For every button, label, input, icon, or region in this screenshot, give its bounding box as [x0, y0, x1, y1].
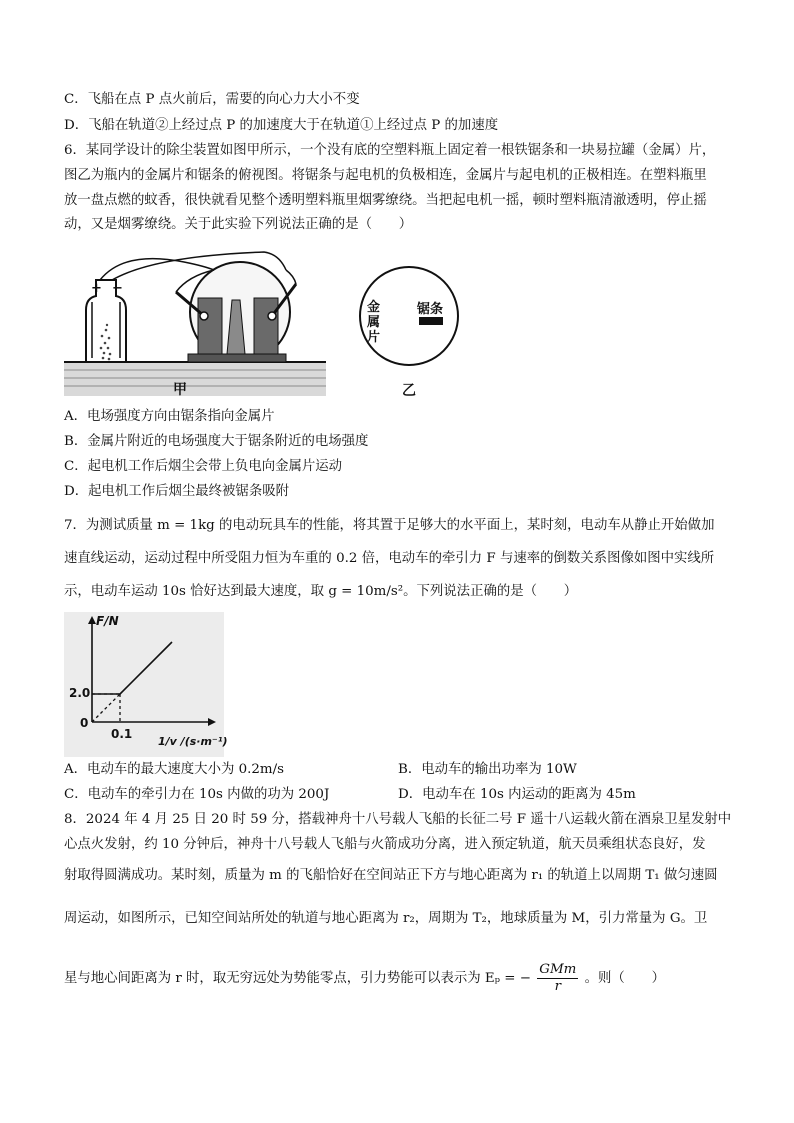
q6-option-d: D．起电机工作后烟尘最终被锯条吸附 [64, 484, 289, 499]
metal-sheet-label: 金属片 [367, 300, 381, 345]
q7-stem-line-1: 7．为测试质量 m = 1kg 的电动玩具车的性能，将其置于足够大的水平面上，某时刻，电动车从静止开始做加 [64, 518, 715, 533]
figure-jia-label: 甲 [173, 382, 187, 398]
figure-jia-dust-removal-apparatus [64, 240, 326, 398]
q6-stem-line-2: 图乙为瓶内的金属片和锯条的俯视图。将锯条与起电机的负极相连，金属片与起电机的正极相连。在塑料瓶里 [64, 168, 707, 183]
q7-stem-line-3: 示，电动车运动 10s 恰好达到最大速度，取 g = 10m/s²。下列说法正确的是（ ） [64, 584, 578, 599]
q5-option-c: C．飞船在点 P 点火前后，需要的向心力大小不变 [64, 92, 360, 107]
saw-blade-label: 锯条 [417, 302, 444, 317]
q7-option-d: D．电动车在 10s 内运动的距离为 45m [398, 787, 636, 802]
plus-terminal-label: + [91, 281, 102, 296]
q7-option-c: C．电动车的牵引力在 10s 内做的功为 200J [64, 787, 330, 802]
q6-stem-line-3: 放一盘点燃的蚊香，很快就看见整个透明塑料瓶里烟雾缭绕。当把起电机一摇，顿时塑料瓶清澈透明，停止摇 [64, 193, 707, 208]
graph-y-axis-label: F/N [96, 614, 119, 628]
potential-energy-fraction [537, 962, 578, 995]
q6-stem-line-4: 动，又是烟雾缭绕。关于此实验下列说法正确的是（ ） [64, 217, 413, 232]
fraction-denominator: r [554, 979, 561, 994]
q6-option-a: A．电场强度方向由锯条指向金属片 [64, 409, 275, 424]
graph-x-tick: 0.1 [111, 727, 133, 741]
q8-question-end: 。则（ ） [584, 971, 665, 986]
q6-option-b: B．金属片附近的电场强度大于锯条附近的电场强度 [64, 434, 369, 449]
q7-option-a: A．电动车的最大速度大小为 0.2m/s [64, 762, 284, 777]
graph-y-tick: 2.0 [69, 686, 91, 700]
q8-potential-energy-text: 星与地心间距离为 r 时，取无穷远处为势能零点，引力势能可以表示为 Eₚ = − [64, 971, 531, 986]
q8-stem-line-5 [64, 962, 665, 995]
q5-option-d: D．飞船在轨道②上经过点 P 的加速度大于在轨道①上经过点 P 的加速度 [64, 118, 499, 133]
graph-x-axis-label: 1/v /(s·m⁻¹) [158, 735, 228, 748]
q7-stem-line-2: 速直线运动，运动过程中所受阻力恒为车重的 0.2 倍，电动车的牵引力 F 与速率的倒数关系图像如图中实线所 [64, 551, 715, 566]
figure-yi-label: 乙 [402, 383, 416, 399]
q8-stem-line-1: 8．2024 年 4 月 25 日 20 时 59 分，搭载神舟十八号载人飞船的长征二号 F 遥十八运载火箭在酒泉卫星发射中 [64, 812, 732, 827]
q6-stem-line-1: 6．某同学设计的除尘装置如图甲所示，一个没有底的空塑料瓶上固定着一根铁锯条和一块易拉罐（金属）片， [64, 143, 716, 158]
graph-origin-label: 0 [80, 716, 89, 730]
q8-stem-line-2: 心点火发射，约 10 分钟后，神舟十八号载人飞船与火箭成功分离，进入预定轨道，航天员乘组状态良好，发 [64, 837, 706, 852]
q8-stem-line-3: 射取得圆满成功。某时刻，质量为 m 的飞船恰好在空间站正下方与地心距离为 r₁ 的轨道上以周期 T₁ 做匀速圆 [64, 868, 718, 883]
q6-option-c: C．起电机工作后烟尘会带上负电向金属片运动 [64, 459, 343, 474]
minus-terminal-label: − [112, 281, 123, 296]
q8-stem-line-4: 周运动，如图所示，已知空间站所处的轨道与地心距离为 r₂，周期为 T₂，地球质量为 M，引力常量为 G。卫 [64, 911, 708, 926]
q7-option-b: B．电动车的输出功率为 10W [398, 762, 577, 777]
fraction-numerator: GMm [539, 962, 577, 977]
